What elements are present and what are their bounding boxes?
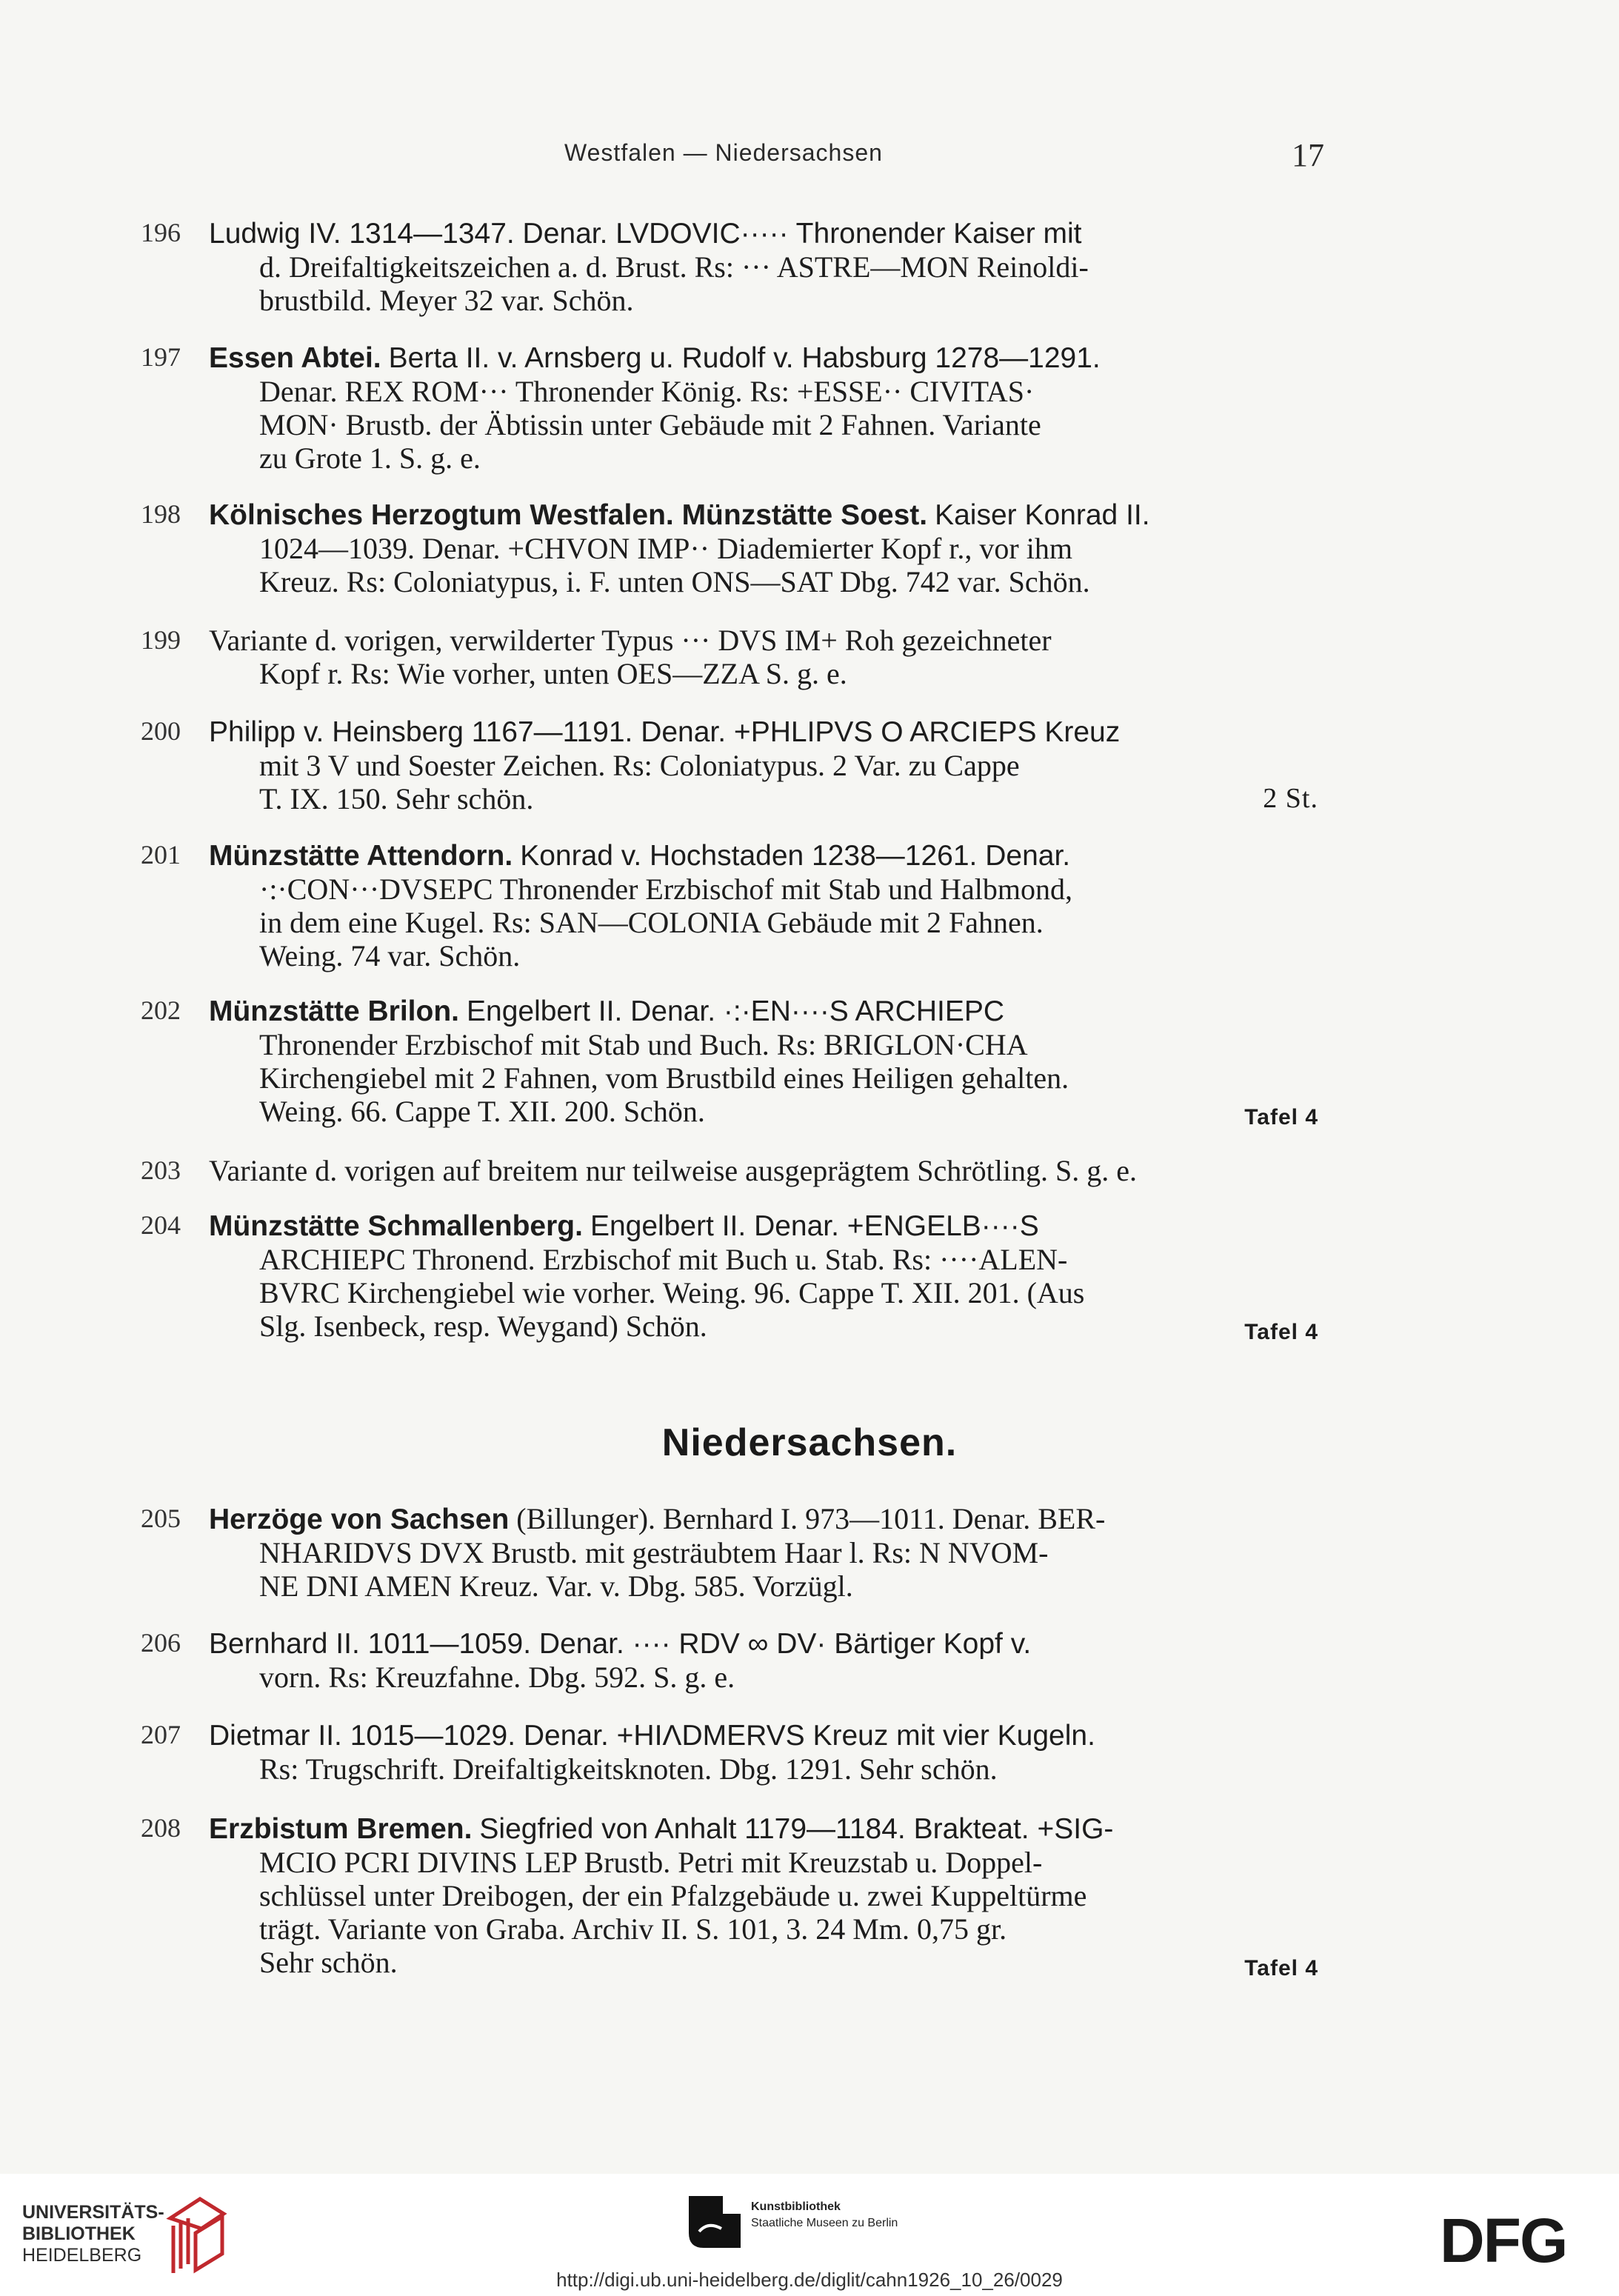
- entry-line: T. IX. 150. Sehr schön.: [259, 782, 534, 815]
- entry-number: 206: [141, 1628, 181, 1658]
- entry-number: 196: [141, 218, 181, 247]
- running-header: [0, 133, 1619, 178]
- running-title: Westfalen — Niedersachsen: [564, 139, 883, 166]
- entry-number: 200: [141, 716, 181, 746]
- entry-line: Engelbert II. Denar. ·:·EN····S ARCHIEPC: [467, 995, 1005, 1027]
- entry-line: Denar. REX ROM··· Thronender König. Rs: +ESSE·· CIVITAS·: [259, 375, 1035, 408]
- catalog-entry: [141, 994, 1326, 1134]
- entry-text: [209, 216, 1318, 317]
- entry-text: [209, 715, 1318, 815]
- entry-lead: Herzöge von Sachsen: [209, 1504, 510, 1535]
- entry-line: d. Dreifaltigkeitszeichen a. d. Brust. Rs: ··· ASTRE—MON Reinoldi-: [259, 250, 1089, 284]
- entry-line: Konrad v. Hochstaden 1238—1261. Denar.: [520, 840, 1071, 872]
- entry-line: Kopf r. Rs: Wie vorher, unten OES—ZZA S. g. e.: [259, 657, 847, 690]
- entry-line: Variante d. vorigen, verwilderter Typus ··· DVS IM+ Roh gezeichneter: [209, 624, 1052, 657]
- logo-text-line: Kunstbibliothek: [751, 2200, 841, 2213]
- entry-text: [209, 1812, 1318, 1979]
- catalog-entry: [141, 1502, 1326, 1603]
- entry-line: brustbild. Meyer 32 var. Schön.: [259, 284, 634, 317]
- source-url-link[interactable]: http://digi.ub.uni-heidelberg.de/diglit/cahn1926_10_26/0029: [556, 2269, 1063, 2291]
- entry-lead: Kölnisches Herzogtum Westfalen. Münzstätte Soest.: [209, 499, 928, 531]
- entry-number: 201: [141, 840, 181, 870]
- entry-number: 207: [141, 1720, 181, 1749]
- entry-number: 204: [141, 1210, 181, 1240]
- footer-bar: [0, 2174, 1619, 2296]
- entry-number: 205: [141, 1504, 181, 1533]
- catalog-entry: [141, 624, 1326, 690]
- kunstbibliothek-emblem-icon: [689, 2196, 741, 2248]
- entry-text: [209, 1209, 1318, 1343]
- plate-reference: Tafel 4: [1244, 1320, 1318, 1344]
- entry-line: Kreuz. Rs: Coloniatypus, i. F. unten ONS—SAT Dbg. 742 var. Schön.: [259, 565, 1090, 598]
- logo-text-line: Staatliche Museen zu Berlin: [751, 2217, 898, 2229]
- entry-line: Rs: Trugschrift. Dreifaltigkeitsknoten. Dbg. 1291. Sehr schön.: [259, 1752, 998, 1786]
- entry-line: Weing. 74 var. Schön.: [259, 939, 521, 972]
- entry-line: Thronender Erzbischof mit Stab und Buch. Rs: BRIGLON·CHA: [259, 1028, 1028, 1061]
- entry-line: (Billunger). Bernhard I. 973—1011. Denar. BER-: [516, 1502, 1106, 1535]
- logo-text-line: BIBLIOTHEK: [22, 2223, 136, 2244]
- entry-number: 203: [141, 1155, 181, 1185]
- entry-line: 1024—1039. Denar. +CHVON IMP·· Diademierter Kopf r., vor ihm: [259, 532, 1072, 565]
- entry-line: trägt. Variante von Graba. Archiv II. S. 101, 3. 24 Mm. 0,75 gr.: [259, 1912, 1007, 1946]
- section-heading: Niedersachsen.: [661, 1421, 958, 1464]
- entry-lead: Münzstätte Schmallenberg.: [209, 1210, 583, 1242]
- catalog-entry: [141, 715, 1326, 815]
- entry-text: [209, 1154, 1318, 1187]
- kunstbibliothek-logo[interactable]: [689, 2196, 970, 2255]
- entry-line: Siegfried von Anhalt 1179—1184. Brakteat. +SIG-: [479, 1813, 1114, 1845]
- entry-number: 197: [141, 342, 181, 372]
- entry-lead: Münzstätte Attendorn.: [209, 840, 513, 872]
- entry-line: BVRC Kirchengiebel wie vorher. Weing. 96. Cappe T. XII. 201. (Aus: [259, 1276, 1085, 1309]
- entry-text: [209, 498, 1318, 598]
- catalog-entry: [141, 838, 1326, 972]
- dfg-logo[interactable]: DFG: [1440, 2206, 1567, 2275]
- catalog-entry: [141, 216, 1326, 317]
- entry-line: Bernhard II. 1011—1059. Denar. ···· RDV ∞ DV· Bärtiger Kopf v.: [209, 1628, 1032, 1660]
- entry-line: Ludwig IV. 1314—1347. Denar. LVDOVIC····· Thronender Kaiser mit: [209, 218, 1082, 250]
- catalog-entry: [141, 1812, 1326, 1985]
- entry-line: in dem eine Kugel. Rs: SAN—COLONIA Gebäude mit 2 Fahnen.: [259, 906, 1044, 939]
- entry-line: Kaiser Konrad II.: [935, 499, 1150, 531]
- entry-line: NHARIDVS DVX Brustb. mit gesträubtem Haar l. Rs: N NVOM-: [259, 1536, 1049, 1569]
- entry-line: Berta II. v. Arnsberg u. Rudolf v. Habsburg 1278—1291.: [388, 342, 1101, 374]
- entry-line: Dietmar II. 1015—1029. Denar. +HIΛDMERVS Kreuz mit vier Kugeln.: [209, 1720, 1095, 1752]
- entry-text: [209, 341, 1318, 475]
- entry-line: schlüssel unter Dreibogen, der ein Pfalzgebäude u. zwei Kuppeltürme: [259, 1879, 1087, 1912]
- entry-text: [209, 1718, 1318, 1786]
- piece-count: 2 St.: [1263, 783, 1318, 814]
- entry-text: [209, 1626, 1318, 1694]
- entry-lead: Münzstätte Brilon.: [209, 995, 459, 1027]
- entry-text: [209, 994, 1318, 1128]
- entry-line: MCIO PCRI DIVINS LEP Brustb. Petri mit Kreuzstab u. Doppel-: [259, 1846, 1043, 1879]
- entry-line: NE DNI AMEN Kreuz. Var. v. Dbg. 585. Vorzügl.: [259, 1569, 853, 1603]
- entry-lead: Essen Abtei.: [209, 342, 381, 374]
- university-library-logo[interactable]: [22, 2196, 237, 2277]
- entry-line: Kirchengiebel mit 2 Fahnen, vom Brustbild eines Heiligen gehalten.: [259, 1061, 1069, 1095]
- catalog-entry: [141, 1718, 1326, 1786]
- entry-line: zu Grote 1. S. g. e.: [259, 441, 481, 475]
- entry-line: Engelbert II. Denar. +ENGELB····S: [590, 1210, 1039, 1242]
- entry-text: [209, 838, 1318, 972]
- entry-line: Sehr schön.: [259, 1946, 398, 1979]
- entry-line: mit 3 V und Soester Zeichen. Rs: Coloniatypus. 2 Var. zu Cappe: [259, 749, 1020, 782]
- entry-number: 199: [141, 625, 181, 655]
- catalog-entry: [141, 1209, 1326, 1349]
- entry-line: vorn. Rs: Kreuzfahne. Dbg. 592. S. g. e.: [259, 1661, 735, 1694]
- entry-number: 202: [141, 995, 181, 1025]
- plate-reference: Tafel 4: [1244, 1105, 1318, 1129]
- catalog-entry: [141, 1154, 1326, 1187]
- entry-text: [209, 624, 1318, 690]
- entry-line: ARCHIEPC Thronend. Erzbischof mit Buch u. Stab. Rs: ····ALEN-: [259, 1243, 1068, 1276]
- plate-reference: Tafel 4: [1244, 1956, 1318, 1980]
- entry-number: 208: [141, 1813, 181, 1843]
- page-number: 17: [1292, 137, 1324, 173]
- entry-line: Philipp v. Heinsberg 1167—1191. Denar. +PHLIPVS O ARCIEPS Kreuz: [209, 716, 1121, 748]
- library-emblem-icon: [163, 2196, 230, 2277]
- catalog-entry: [141, 341, 1326, 475]
- catalog-entry: [141, 1626, 1326, 1694]
- entry-line: Variante d. vorigen auf breitem nur teilweise ausgeprägtem Schrötling. S. g. e.: [209, 1154, 1137, 1187]
- entry-number: 198: [141, 499, 181, 529]
- entry-line: Weing. 66. Cappe T. XII. 200. Schön.: [259, 1095, 705, 1128]
- entry-text: [209, 1502, 1318, 1603]
- entry-line: Slg. Isenbeck, resp. Weygand) Schön.: [259, 1309, 707, 1343]
- logo-text-line: HEIDELBERG: [22, 2245, 142, 2266]
- logo-text-line: UNIVERSITÄTS-: [22, 2202, 164, 2223]
- catalog-entry: [141, 498, 1326, 598]
- entry-line: ·:·CON···DVSEPC Thronender Erzbischof mit Stab und Halbmond,: [259, 872, 1072, 906]
- entry-lead: Erzbistum Bremen.: [209, 1813, 473, 1845]
- entry-line: MON· Brustb. der Äbtissin unter Gebäude mit 2 Fahnen. Variante: [259, 408, 1041, 441]
